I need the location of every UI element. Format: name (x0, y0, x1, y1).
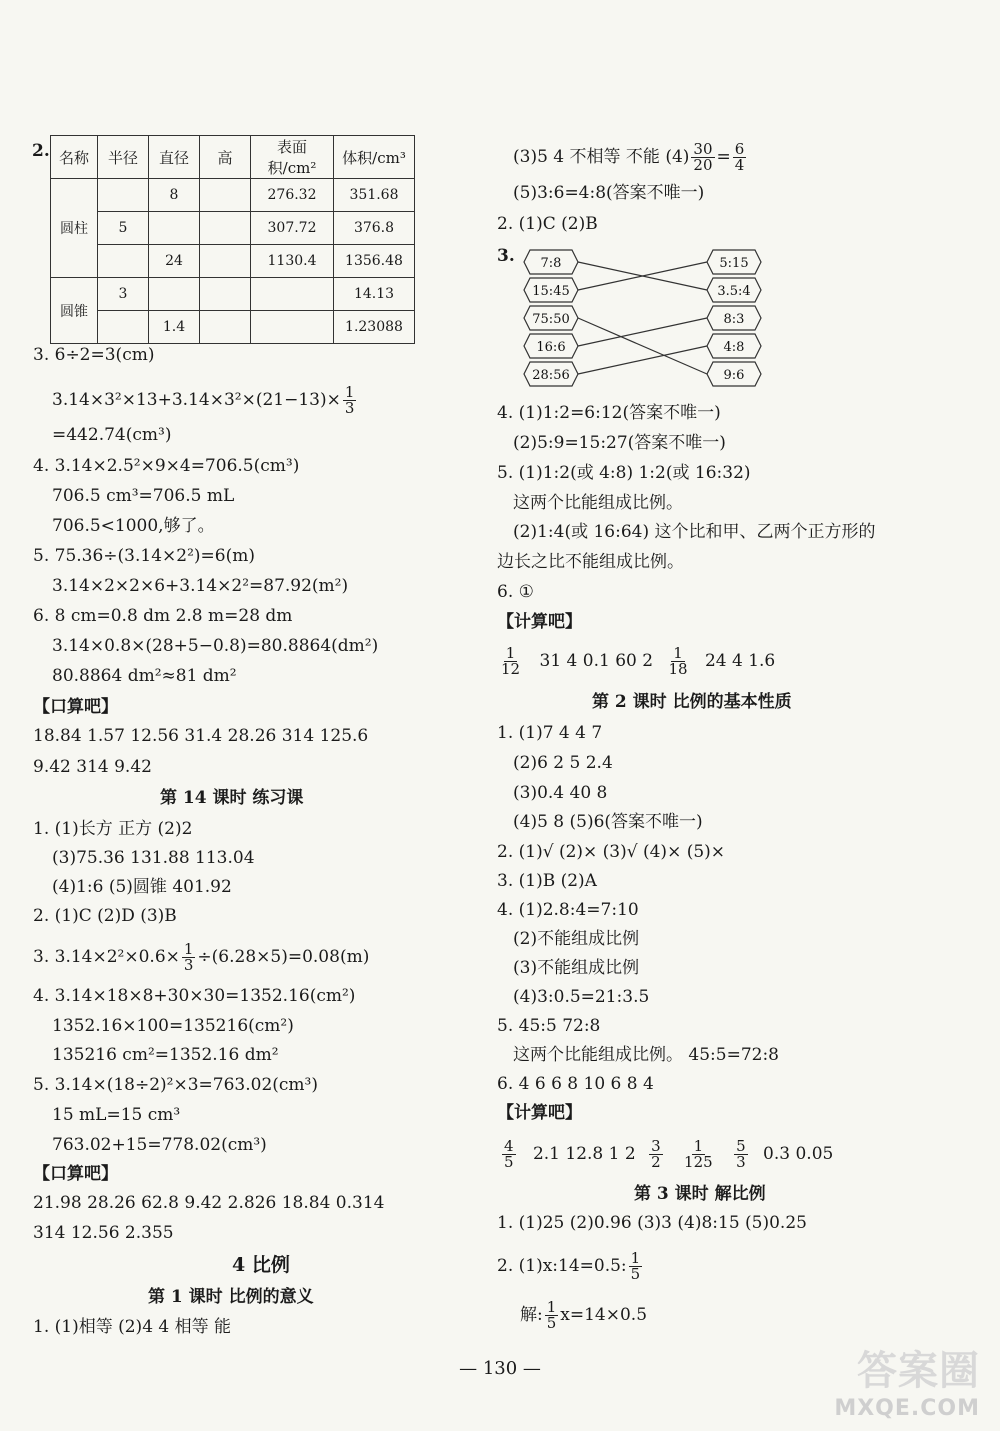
answer-line: (3)不能组成比例 (513, 958, 640, 978)
numerator: 30 (693, 140, 713, 158)
q2-label: 2. (32, 141, 50, 161)
answer-line: 5. 75.36÷(3.14×2²)=6(m) (33, 546, 255, 566)
lesson-title: 第 1 课时 比例的意义 (148, 1287, 314, 1307)
answer-line: 2. (1)C (2)D (3)B (33, 906, 177, 926)
fraction (499, 646, 522, 677)
answer-text: 解: (520, 1305, 543, 1325)
numerator: 1 (630, 1249, 641, 1267)
header-diameter: 直径 (149, 136, 200, 179)
cell: 1356.48 (334, 245, 415, 278)
cell: 1.4 (149, 311, 200, 344)
fraction (629, 1251, 643, 1282)
watermark (834, 1339, 980, 1421)
fraction (649, 1139, 663, 1170)
numerator: 1 (183, 940, 194, 958)
unit-title: 4 比例 (232, 1254, 290, 1276)
answer-line: =442.74(cm³) (52, 425, 172, 445)
denominator: 20 (693, 156, 713, 174)
cell: 14.13 (334, 278, 415, 311)
cell (98, 245, 149, 278)
answer-line: 2. (1)√ (2)× (3)√ (4)× (5)× (497, 842, 726, 862)
group-cylinder: 圆柱 (51, 179, 98, 278)
answer-line: 1352.16×100=135216(cm²) (52, 1016, 294, 1036)
cell (98, 179, 149, 212)
denominator: 3 (344, 399, 355, 417)
answer-line: 3.14×0.8×(28+5−0.8)=80.8864(dm²) (52, 636, 379, 656)
answer-line: 6. 8 cm=0.8 dm 2.8 m=28 dm (33, 606, 293, 626)
match-line (578, 318, 707, 374)
ratio-left-1: 7:8 (540, 256, 562, 271)
answer-line: (3)0.4 40 8 (513, 783, 608, 803)
answer-line: 这两个比能组成比例。 45:5=72:8 (513, 1045, 779, 1065)
cell: 1130.4 (251, 245, 334, 278)
cell (98, 311, 149, 344)
answer-text: 2.1 12.8 1 2 (532, 1144, 636, 1164)
answer-line (33, 942, 369, 973)
ratio-left-4: 16:6 (536, 340, 566, 355)
cell: 8 (149, 179, 200, 212)
ratio-right-3: 8:3 (723, 312, 745, 327)
numerator: 1 (505, 644, 516, 662)
answer-line (497, 1251, 644, 1282)
answer-line: 706.5 cm³=706.5 mL (52, 486, 235, 506)
numerator: 5 (736, 1137, 746, 1155)
answer-line: 21.98 28.26 62.8 9.42 2.826 18.84 0.314 (33, 1193, 385, 1213)
answer-line: 706.5<1000,够了。 (52, 516, 215, 536)
ratio-left-5: 28:56 (532, 368, 570, 383)
fraction (682, 1139, 715, 1170)
numerator: 1 (546, 1298, 557, 1316)
denominator: 125 (684, 1153, 713, 1171)
answer-line: (4)3:0.5=21:3.5 (513, 987, 650, 1007)
numerator: 3 (651, 1137, 661, 1155)
watermark-url: MXQE.COM (834, 1396, 980, 1421)
numerator: 1 (344, 383, 355, 401)
answer-line: (3)5 4 不相等 不能 (4) $\frac{30}{20}$ = $\frac{6}{4}$ (513, 140, 745, 174)
fraction (502, 1139, 516, 1170)
cell: 5 (98, 212, 149, 245)
cell (149, 212, 200, 245)
answer-text: ÷(6.28×5)=0.08(m) (197, 947, 370, 967)
answer-line: 9.42 314 9.42 (33, 757, 152, 777)
cell (149, 278, 200, 311)
table-row (51, 311, 415, 344)
answer-line: 18.84 1.57 12.56 31.4 28.26 314 125.6 (33, 726, 369, 746)
page-number: — 130 — (459, 1358, 541, 1379)
table-row (51, 212, 415, 245)
answer-line: 4. (1)1:2=6:12(答案不唯一) (497, 403, 721, 423)
ratio-right-5: 9:6 (723, 368, 745, 383)
answer-line: 3. 6÷2=3(cm) (33, 345, 155, 365)
answer-text: 3. 3.14×2²×0.6× (33, 947, 180, 967)
denominator: 5 (504, 1153, 514, 1171)
cell: 24 (149, 245, 200, 278)
cell (200, 311, 251, 344)
table-row (51, 278, 415, 311)
answer-line: 3.14×2×2×6+3.14×2²=87.92(m²) (52, 576, 349, 596)
numerator: 1 (693, 1137, 704, 1155)
answer-line: 135216 cm²=1352.16 dm² (52, 1045, 279, 1065)
answer-text: (3)5 4 不相等 不能 (4) (513, 147, 690, 167)
table-row (51, 245, 415, 278)
numerator: 1 (673, 644, 683, 662)
answer-text: 31 4 0.1 60 2 (539, 651, 654, 671)
cell (200, 245, 251, 278)
answer-line: 2. (1)C (2)B (497, 214, 598, 234)
answer-line: 6. ① (497, 582, 534, 602)
denominator: 18 (668, 660, 688, 678)
answer-line: (4)1:6 (5)圆锥 401.92 (52, 877, 232, 897)
answer-text: 3.14×3²×13+3.14×3²×(21−13)× (52, 390, 341, 410)
answer-line (520, 1300, 647, 1331)
answer-line: 5. 3.14×(18÷2)²×3=763.02(cm³) (33, 1075, 318, 1095)
ratio-left-3: 75:50 (532, 312, 570, 327)
header-surface-area: 表面积/cm² (251, 136, 334, 179)
answer-text: 0.3 0.05 (763, 1144, 834, 1164)
lesson-title: 第 3 课时 解比例 (634, 1184, 766, 1204)
denominator: 5 (546, 1314, 557, 1332)
denominator: 5 (630, 1265, 641, 1283)
answer-line: 4. 3.14×18×8+30×30=1352.16(cm²) (33, 986, 356, 1006)
answer-line: 4. 3.14×2.5²×9×4=706.5(cm³) (33, 456, 300, 476)
header-name: 名称 (51, 136, 98, 179)
cell (251, 311, 334, 344)
answer-line: (2)6 2 5 2.4 (513, 753, 613, 773)
cell (251, 278, 334, 311)
answer-line: 5. 45:5 72:8 (497, 1016, 601, 1036)
denominator: 3 (736, 1153, 746, 1171)
answer-line: (2)1:4(或 16:64) 这个比和甲、乙两个正方形的 (513, 522, 876, 542)
numerator: 6 (734, 140, 745, 158)
answer-line: 314 12.56 2.355 (33, 1223, 174, 1243)
answer-line: (4)5 8 (5)6(答案不唯一) (513, 812, 703, 832)
section-heading: 【口算吧】 (33, 697, 118, 717)
group-cone: 圆锥 (51, 278, 98, 344)
match-line (578, 318, 707, 346)
cell: 307.72 (251, 212, 334, 245)
answer-text: x=14×0.5 (560, 1305, 648, 1325)
table-row (51, 179, 415, 212)
cell: 351.68 (334, 179, 415, 212)
answer-line (52, 385, 358, 416)
ratio-right-1: 5:15 (719, 256, 749, 271)
cell: 376.8 (334, 212, 415, 245)
cell (200, 212, 251, 245)
denominator: 12 (501, 660, 521, 678)
fraction (666, 646, 689, 677)
answer-line: 1. (1)25 (2)0.96 (3)3 (4)8:15 (5)0.25 (497, 1213, 807, 1233)
cell (200, 278, 251, 311)
fraction (733, 142, 747, 173)
fraction (734, 1139, 748, 1170)
solids-table (50, 135, 415, 344)
answer-line: 这两个比能组成比例。 (513, 493, 683, 513)
ratio-right-2: 3.5:4 (717, 284, 751, 299)
denominator: 2 (651, 1153, 661, 1171)
header-volume: 体积/cm³ (334, 136, 415, 179)
ratio-matching-diagram (520, 245, 765, 390)
lesson-title: 第 14 课时 练习课 (160, 788, 304, 808)
match-line (578, 346, 707, 374)
answer-line: (2)不能组成比例 (513, 929, 640, 949)
answer-line (500, 1139, 833, 1170)
ratio-right-4: 4:8 (723, 340, 745, 355)
answer-line: 4. (1)2.8:4=7:10 (497, 900, 639, 920)
section-heading: 【口算吧】 (33, 1164, 118, 1184)
section-heading: 【计算吧】 (497, 1103, 582, 1123)
answer-line (497, 646, 775, 677)
header-height: 高 (200, 136, 251, 179)
answer-line: 1. (1)长方 正方 (2)2 (33, 819, 193, 839)
answer-line: 80.8864 dm²≈81 dm² (52, 666, 237, 686)
section-heading: 【计算吧】 (497, 612, 582, 632)
answer-line: (3)75.36 131.88 113.04 (52, 848, 255, 868)
fraction (545, 1300, 559, 1331)
answer-line: 763.02+15=778.02(cm³) (52, 1135, 267, 1155)
answer-line: 15 mL=15 cm³ (52, 1105, 181, 1125)
answer-line: 1. (1)相等 (2)4 4 相等 能 (33, 1317, 232, 1337)
answer-text: 2. (1)x:14=0.5: (497, 1256, 627, 1276)
fraction (691, 142, 714, 173)
denominator: 4 (734, 156, 745, 174)
table-header-row (51, 136, 415, 179)
q3-label: 3. (497, 246, 515, 266)
answer-line: (5)3:6=4:8(答案不唯一) (513, 183, 705, 203)
answer-line: (2)5:9=15:27(答案不唯一) (513, 433, 726, 453)
fraction (182, 942, 196, 973)
cell (200, 179, 251, 212)
answer-line: 1. (1)7 4 4 7 (497, 723, 603, 743)
lesson-title: 第 2 课时 比例的基本性质 (592, 692, 792, 712)
answer-line: 6. 4 6 6 8 10 6 8 4 (497, 1074, 654, 1094)
answer-line: 3. (1)B (2)A (497, 871, 597, 891)
fraction (343, 385, 357, 416)
cell: 1.23088 (334, 311, 415, 344)
answer-line: 边长之比不能组成比例。 (497, 552, 684, 572)
cell: 3 (98, 278, 149, 311)
denominator: 3 (183, 956, 194, 974)
cell: 276.32 (251, 179, 334, 212)
answer-line: 5. (1)1:2(或 4:8) 1:2(或 16:32) (497, 463, 751, 483)
watermark-logo: 答案圈 (857, 1348, 980, 1394)
answer-text: 24 4 1.6 (704, 651, 776, 671)
numerator: 4 (504, 1137, 514, 1155)
ratio-left-2: 15:45 (532, 284, 570, 299)
header-radius: 半径 (98, 136, 149, 179)
